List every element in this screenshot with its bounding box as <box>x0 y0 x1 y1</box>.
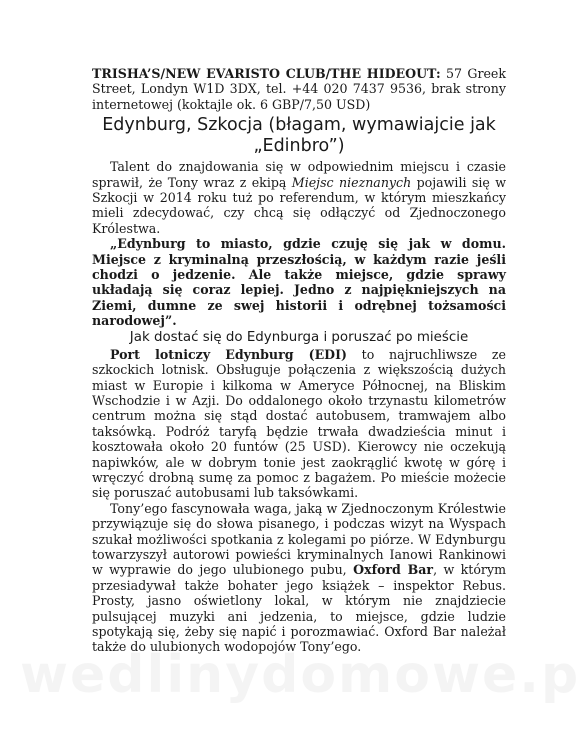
section-heading: Edynburg, Szkocja (błagam, wymawiajcie jak „Edinbro”) <box>102 115 496 157</box>
paragraph-airport <box>92 347 506 501</box>
show-title: Miejsc nieznanych <box>291 174 412 190</box>
paragraph-oxford-text-end: , w którym przesiadywał także bohater jego książek – inspektor Rebus. Prosty, jasno oświetlony lokal, w którym nie znajdziecie pulsującej muzyki ani jedzenia, to miejsce, gdzie ludzie spotykają się, żeby się napić i porozmawiać. Oxford Bar należał także do ulubionych wodopojów Tony’ego. <box>92 562 507 655</box>
listing-entry <box>92 66 506 112</box>
paragraph-airport-text: to najruchliwsze ze szkockich lotnisk. Obsługuje połączenia z większością dużych miast w Europie i kilkoma w Ameryce Północnej, na Bliskim Wschodzie i w Azji. Do oddalonego około trzynastu kilometrów centrum można się stąd dostać autobusem, tramwajem albo taksówką. Podróż taryfą będzie trwała dwadzieścia minut i kosztowała około 20 funtów (25 USD). Kierowcy nie oczekują napiwków, ale w dobrym tonie jest zaokrąglić kwotę w górę i wręczyć drobną sumę za pomoc z bagażem. Po mieście możecie się poruszać autobusami lub taksówkami. <box>92 346 506 501</box>
paragraph-intro <box>92 159 506 236</box>
page-content <box>92 66 506 655</box>
airport-name: Port lotniczy Edynburg (EDI) <box>110 346 347 362</box>
watermark <box>20 645 579 725</box>
quote-paragraph: „Edynburg to miasto, gdzie czuję się jak w domu. Miejsce z kryminalną przeszłością, w każdym razie jeśli chodzi o jedzenie. Ale także miejsce, gdzie sprawy układają się coraz lepiej. Jedno z najpiękniejszych na Ziemi, dumne ze swej historii i odrębnej tożsamości narodowej”. <box>92 236 506 329</box>
pub-name: Oxford Bar <box>353 562 434 578</box>
paragraph-intro-text-end: pojawili się w Szkocji w 2014 roku tuż po referendum, w którym mieszkańcy mieli zdecydować, czy chcą się odłączyć od Zjednoczonego Królestwa. <box>92 174 506 236</box>
paragraph-oxford-bar <box>92 501 506 655</box>
listing-name: TRISHA’S/NEW EVARISTO CLUB/THE HIDEOUT: <box>92 66 441 81</box>
paragraph-intro-text: Talent do znajdowania się w odpowiednim miejscu i czasie sprawił, że Tony wraz z ekipą <box>92 159 506 190</box>
subsection-heading: Jak dostać się do Edynburga i poruszać po mieście <box>129 329 469 345</box>
paragraph-oxford-text: Tony’ego fascynowała waga, jaką w Zjednoczonym Królestwie przywiązuje się do słowa pisanego, i podczas wizyt na Wyspach szukał możliwości spotkania z kolegami po piórze. W Edynburgu towarzyszył autorowi powieści kryminalnych Ianowi Rankinowi w wyprawie do jego ulubionego pubu, <box>92 500 506 578</box>
listing-details: 57 Greek Street, Londyn W1D 3DX, tel. +44 020 7437 9536, brak strony internetowej (koktajle ok. 6 GBP/7,50 USD) <box>92 66 507 112</box>
